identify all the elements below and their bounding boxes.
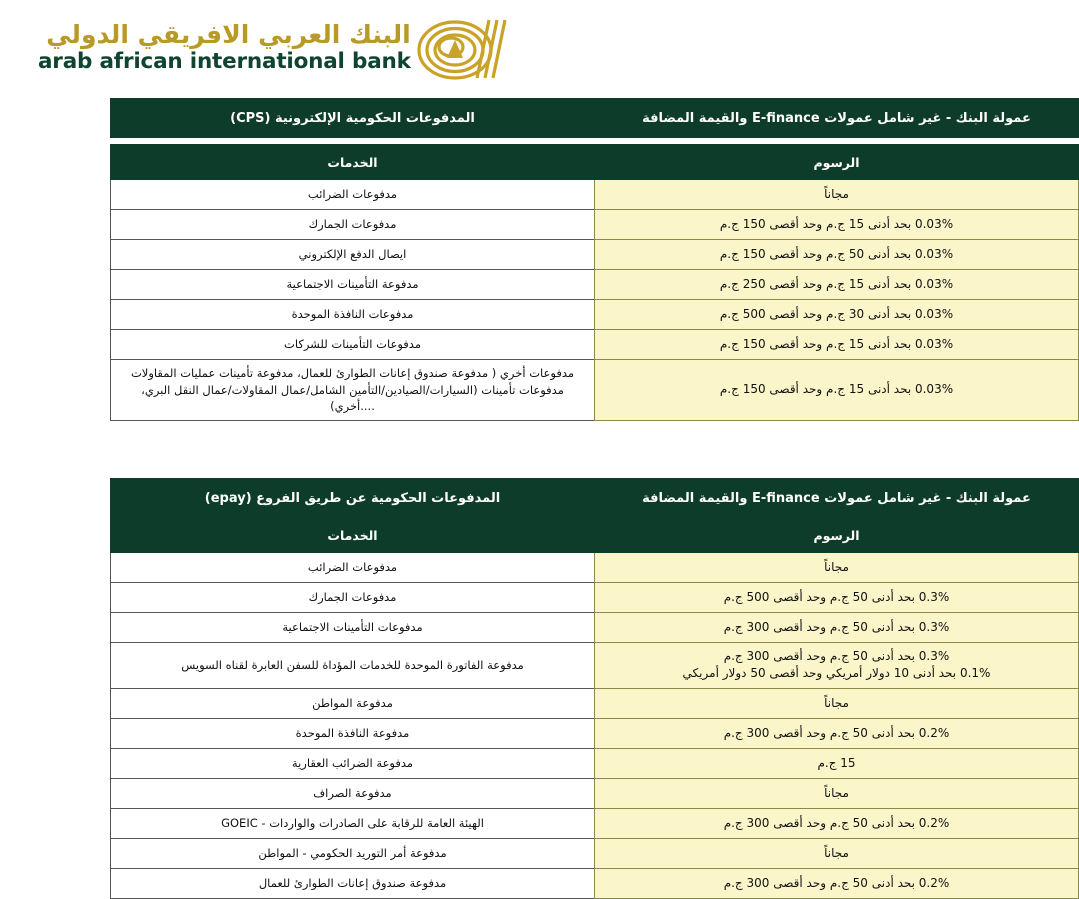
fee-cell: مجاناً bbox=[595, 838, 1079, 868]
fee-cell: 0.03% بحد أدنى 50 ج.م وحد أقصى 150 ج.م bbox=[595, 240, 1079, 270]
page-header bbox=[0, 0, 1079, 98]
table-row bbox=[111, 553, 1079, 583]
fee-cell: 0.03% بحد أدنى 15 ج.م وحد أقصى 150 ج.م bbox=[595, 360, 1079, 421]
fee-cell: 0.03% بحد أدنى 15 ج.م وحد أقصى 150 ج.م bbox=[595, 210, 1079, 240]
table-title-row bbox=[111, 479, 1079, 518]
table-row bbox=[111, 748, 1079, 778]
table-row bbox=[111, 210, 1079, 240]
service-cell: مدفوعة صندوق إعانات الطوارئ للعمال bbox=[111, 868, 595, 898]
table-row bbox=[111, 240, 1079, 270]
table-row bbox=[111, 718, 1079, 748]
tables-gap bbox=[0, 421, 1079, 478]
cps-subhead-fee: الرسوم bbox=[595, 145, 1079, 180]
cps-title-service: المدفوعات الحكومية الإلكترونية (CPS) bbox=[111, 99, 595, 138]
cps-subhead-service: الخدمات bbox=[111, 145, 595, 180]
fee-cell-line1: 0.3% بحد أدنى 50 ج.م وحد أقصى 300 ج.م bbox=[723, 649, 950, 664]
cps-table-body bbox=[111, 180, 1079, 421]
service-cell: مدفوعة الفاتورة الموحدة للخدمات المؤداة للسفن العابرة لقناه السويس bbox=[111, 643, 595, 689]
fee-cell: مجاناً bbox=[595, 688, 1079, 718]
bank-logo-text bbox=[38, 21, 411, 76]
table-row bbox=[111, 778, 1079, 808]
service-cell: مدفوعات الضرائب bbox=[111, 180, 595, 210]
service-cell-line2: مدفوعات تأمينات (السيارات/الصيادين/التأمين الشامل/عمال المقاولات/عمال النقل البري، ....أخري) bbox=[141, 382, 564, 414]
fee-cell: 0.2% بحد أدنى 50 ج.م وحد أقصى 300 ج.م bbox=[595, 808, 1079, 838]
fee-cell: مجاناً bbox=[595, 180, 1079, 210]
bank-name-latin: arab african international bank bbox=[38, 49, 411, 75]
table-row bbox=[111, 643, 1079, 689]
fee-cell-line2: 0.1% بحد أدنى 10 دولار أمريكي وحد أقصى 50 دولار أمريكي bbox=[682, 666, 991, 681]
epay-table-wrap bbox=[111, 478, 1079, 899]
service-cell: مدفوعات التأمينات للشركات bbox=[111, 330, 595, 360]
service-cell: مدفوعات النافذة الموحدة bbox=[111, 300, 595, 330]
fee-cell: 15 ج.م bbox=[595, 748, 1079, 778]
table-row bbox=[111, 868, 1079, 898]
table-row bbox=[111, 270, 1079, 300]
service-cell-line1: مدفوعات أخري ( مدفوعة صندوق إعانات الطوارئ للعمال، مدفوعة تأمينات عمليات المقاولات bbox=[130, 366, 575, 380]
service-cell: مدفوعة المواطن bbox=[111, 688, 595, 718]
fee-cell: 0.03% بحد أدنى 15 ج.م وحد أقصى 150 ج.م bbox=[595, 330, 1079, 360]
cps-fees-table bbox=[110, 98, 1079, 421]
bank-name-arabic: البنك العربي الافريقي الدولي bbox=[46, 19, 411, 49]
table-title-row bbox=[111, 99, 1079, 138]
fee-cell: 0.3% بحد أدنى 50 ج.م وحد أقصى 300 ج.م bbox=[595, 613, 1079, 643]
table-row bbox=[111, 360, 1079, 421]
service-cell: مدفوعات الجمارك bbox=[111, 583, 595, 613]
fee-cell: مجاناً bbox=[595, 553, 1079, 583]
fee-cell: 0.2% بحد أدنى 50 ج.م وحد أقصى 300 ج.م bbox=[595, 868, 1079, 898]
service-cell: مدفوعة التأمينات الاجتماعية bbox=[111, 270, 595, 300]
fee-cell: 0.03% بحد أدنى 15 ج.م وحد أقصى 250 ج.م bbox=[595, 270, 1079, 300]
epay-title-fee: عمولة البنك - غير شامل عمولات E-finance والقيمة المضافة bbox=[595, 479, 1079, 518]
service-cell: ايصال الدفع الإلكتروني bbox=[111, 240, 595, 270]
service-cell: مدفوعة الضرائب العقارية bbox=[111, 748, 595, 778]
table-subheader-row bbox=[111, 145, 1079, 180]
table-row bbox=[111, 688, 1079, 718]
header-spacer bbox=[111, 138, 1079, 145]
service-cell: مدفوعة النافذة الموحدة bbox=[111, 718, 595, 748]
table-row bbox=[111, 330, 1079, 360]
epay-subhead-service: الخدمات bbox=[111, 518, 595, 553]
table-row bbox=[111, 838, 1079, 868]
epay-fees-table bbox=[110, 478, 1079, 899]
fee-cell: مجاناً bbox=[595, 778, 1079, 808]
table-row bbox=[111, 300, 1079, 330]
epay-title-service: المدفوعات الحكومية عن طريق الفروع (epay) bbox=[111, 479, 595, 518]
service-cell: مدفوعات الجمارك bbox=[111, 210, 595, 240]
service-cell bbox=[111, 360, 595, 421]
cps-title-fee: عمولة البنك - غير شامل عمولات E-finance والقيمة المضافة bbox=[595, 99, 1079, 138]
fee-cell: 0.2% بحد أدنى 50 ج.م وحد أقصى 300 ج.م bbox=[595, 718, 1079, 748]
table-row bbox=[111, 613, 1079, 643]
fee-cell bbox=[595, 643, 1079, 689]
service-cell: مدفوعة الصراف bbox=[111, 778, 595, 808]
service-cell: مدفوعات التأمينات الاجتماعية bbox=[111, 613, 595, 643]
table-row bbox=[111, 583, 1079, 613]
table-subheader-row bbox=[111, 518, 1079, 553]
service-cell: الهيئة العامة للرقابة على الصادرات والواردات - GOEIC bbox=[111, 808, 595, 838]
table-row bbox=[111, 180, 1079, 210]
fee-cell: 0.03% بحد أدنى 30 ج.م وحد أقصى 500 ج.م bbox=[595, 300, 1079, 330]
cps-table-wrap bbox=[111, 98, 1079, 421]
fee-cell: 0.3% بحد أدنى 50 ج.م وحد أقصى 500 ج.م bbox=[595, 583, 1079, 613]
table-row bbox=[111, 808, 1079, 838]
service-cell: مدفوعات الضرائب bbox=[111, 553, 595, 583]
bank-logo bbox=[0, 14, 474, 82]
bank-logo-mark-icon bbox=[411, 14, 519, 82]
epay-subhead-fee: الرسوم bbox=[595, 518, 1079, 553]
epay-table-body bbox=[111, 553, 1079, 899]
service-cell: مدفوعة أمر التوريد الحكومي - المواطن bbox=[111, 838, 595, 868]
